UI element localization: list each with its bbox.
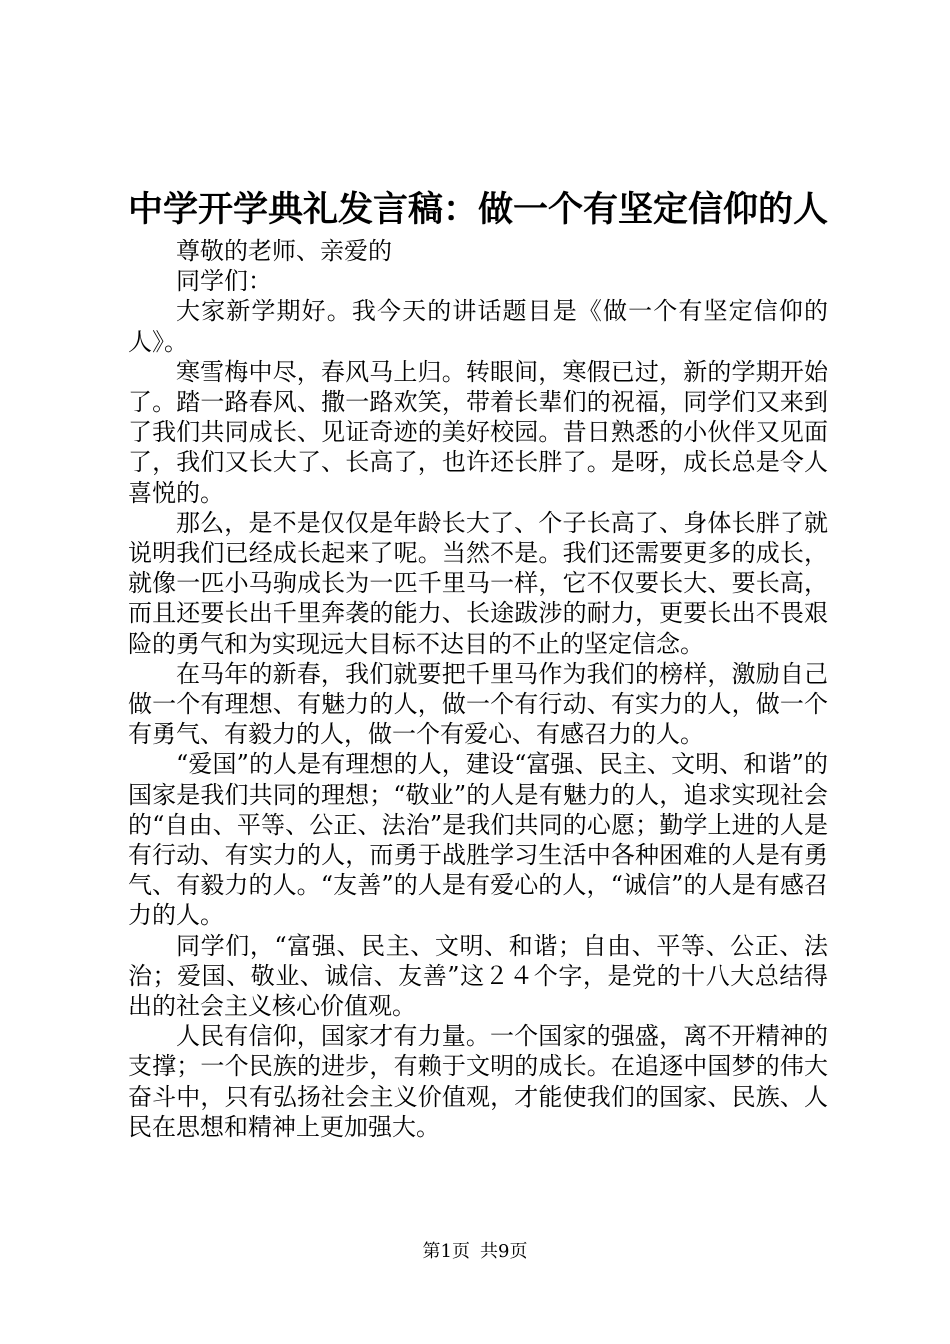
paragraph-belief: 人民有信仰，国家才有力量。一个国家的强盛，离不开精神的支撑；一个民族的进步，有赖于文明的成长。在追逐中国梦的伟大奋斗中，只有弘扬社会主义价值观，才能使我们的国家、民族、人民在思想和精神上更加强大。 <box>128 1022 828 1141</box>
paragraph-values: “爱国”的人是有理想的人，建设“富强、民主、文明、和谐”的国家是我们共同的理想；“敬业”的人是有魅力的人，追求实现社会的“自由、平等、公正、法治”是我们共同的心愿；勤学上进的人是有行动、有实力的人，而勇于战胜学习生活中各种困难的人是有勇气、有毅力的人。“友善”的人是有爱心的人，“诚信”的人是有感召力的人。 <box>128 750 828 930</box>
paragraph-intro: 大家新学期好。我今天的讲话题目是《做一个有坚定信仰的人》。 <box>128 297 828 356</box>
paragraph-horse-year: 在马年的新春，我们就要把千里马作为我们的榜样，激励自己做一个有理想、有魅力的人，做一个有行动、有实力的人，做一个有勇气、有毅力的人，做一个有爱心、有感召力的人。 <box>128 659 828 749</box>
page-footer <box>0 1240 950 1264</box>
document-body <box>128 236 828 1142</box>
paragraph-growth: 那么，是不是仅仅是年龄长大了、个子长高了、身体长胖了就说明我们已经成长起来了呢。当然不是。我们还需要更多的成长，就像一匹小马驹成长为一匹千里马一样，它不仅要长大、要长高，而且还要长出千里奔袭的能力、长途跋涉的耐力，更要长出不畏艰险的勇气和为实现远大目标不达目的不止的坚定信念。 <box>128 508 828 658</box>
page-number: 第1页 <box>422 1241 470 1262</box>
page-total: 共9页 <box>480 1241 528 1262</box>
salutation-line-1: 尊敬的老师、亲爱的 <box>176 237 392 265</box>
document-title: 中学开学典礼发言稿：做一个有坚定信仰的人 <box>128 189 829 230</box>
paragraph-new-term: 寒雪梅中尽，春风马上归。转眼间，寒假已过，新的学期开始了。踏一路春风、撒一路欢笑，带着长辈们的祝福，同学们又来到了我们共同成长、见证奇迹的美好校园。昔日熟悉的小伙伴又见面了，我们又长大了、长高了，也许还长胖了。是呀，成长总是令人喜悦的。 <box>128 357 828 507</box>
salutation-line-2: 同学们： <box>176 267 272 296</box>
paragraph-core-values: 同学们，“富强、民主、文明、和谐；自由、平等、公正、法治；爱国、敬业、诚信、友善”这２４个字，是党的十八大总结得出的社会主义核心价值观。 <box>128 931 828 1021</box>
